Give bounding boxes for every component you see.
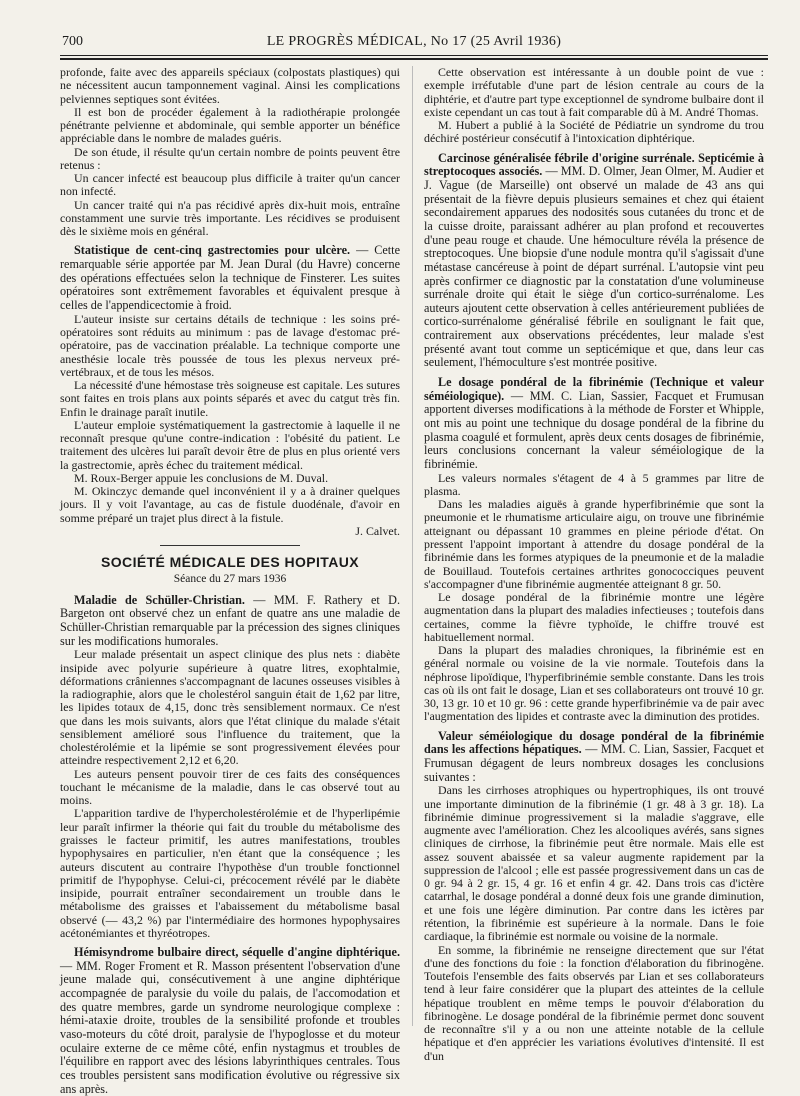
header-rule-thick bbox=[60, 58, 768, 60]
column-divider bbox=[412, 66, 413, 1026]
left-column bbox=[60, 66, 400, 1096]
paragraph: L'apparition tardive de l'hypercholestérolémie et de l'hyperlipémie leur paraît infirmer la théorie qui fait du trouble du métabolisme des graisses le facteur primitif, les autres manifestations, troubles hypophysaires en particulier, n'en étant que la conséquence ; les auteurs discutent au contraire l'hypothèse d'un trouble fonctionnel primitif de l'hypophyse. Celui-ci, précocement révélé par le diabète insipide, pourrait entraîner secondairement un trouble dans le métabolisme des graisses et l'abaissement du métabolisme basal observé (— 43,2 %) par l'intermédiaire des hormones hypophysaires acétonémiantes et thyréotropes. bbox=[60, 806, 400, 940]
paragraph: La nécessité d'une hémostase très soigneuse est capitale. Les sutures sont faites en trois plans aux points séparés et avec du catgut très fin. Enfin le drainage paraît inutile. bbox=[60, 378, 400, 419]
paragraph: Dans la plupart des maladies chroniques, la fibrinémie est en général normale ou voisine de la vie normale. Toutefois dans la néphrose lipoïdique, l'hyperfibrinémie semble constante. Dans les trois cas où ils ont fait le dosage, Lian et ses collaborateurs ont trouvé 10 gr. 30, 13 gr. 10 et 10 gr. 96 : cette grande hyperfibrinémie va de pair avec l'augmentation des lipides et contraste avec la diminution des protides. bbox=[424, 643, 764, 724]
section-heading-affections-hepatiques bbox=[424, 730, 764, 785]
heading-body: — MM. D. Olmer, Jean Olmer, M. Audier et J. Vague (de Marseille) ont observé un malade de 43 ans qui présentait de la fièvre depuis plusieurs semaines et chez qui étaient secondairement apparues des nodosités sous cutanées du tronc et de la cuisse droite, paraissant adhérer au plan profond et recouvertes d'une peau rouge et chaude. Une hémoculture révéla la présence de streptocoques. Une biopsie d'une nodule montra qu'il s'agissait d'une métastase cancéreuse à point de départ surrénal. L'autopsie vint peu après confirmer ce diagnostic par la constatation d'une volumineuse surrénale droite qui était le siège d'un cortico-surrénalome. Les auteurs ajoutent cette observation à celles antérieurement publiées de cortico-surrénalome généralisé fébrile en soulignant le fait que, contrairement aux observations précédentes, leur malade s'est présenté avant tout comme un septicémique et que, dans leur cas seulement, l'hémoculture s'est montrée positive. bbox=[424, 164, 764, 370]
page-header bbox=[60, 34, 768, 52]
heading-title: Hémisyndrome bulbaire direct, séquelle d'angine diphtérique. bbox=[74, 945, 400, 960]
paragraph: En somme, la fibrinémie ne renseigne directement que sur l'état d'une des fonctions du foie : la fonction d'élaboration du fibrinogène. Toutefois l'ensemble des faits observés par Lian et ses collaborateurs tend à leur faire considérer que la plupart des atteintes de la cellule hépatique troublent en même temps le pouvoir d'élaboration du fibrinogène. Le dosage pondéral de la fibrinémie permet donc souvent de reconnaître s'il y a ou non une atteinte notable de la cellule hépatique et d'en apprécier les variations évolutives d'intensité. Il est d'un bbox=[424, 942, 764, 1063]
paragraph: Le dosage pondéral de la fibrinémie montre une légère augmentation dans la plupart des maladies infectieuses ; toutefois dans certaines, comme la fièvre typhoïde, le chiffre trouvé est habituellement normal. bbox=[424, 590, 764, 644]
paragraph: M. Okinczyc demande quel inconvénient il y a à drainer quelques jours. Il y voit l'avantage, au cas de fistule duodénale, d'avoir en somme préparé un trajet plus direct à la fistule. bbox=[60, 484, 400, 525]
paragraph: De son étude, il résulte qu'un certain nombre de points peuvent être retenus : bbox=[60, 144, 400, 172]
author-signature: J. Calvet. bbox=[355, 523, 400, 538]
paragraph: Les auteurs pensent pouvoir tirer de ces faits des conséquences touchant le mécanisme de la maladie, dans le cas observé tout au moins. bbox=[60, 766, 400, 808]
section-heading-hemisyndrome bbox=[60, 946, 400, 1096]
section-separator bbox=[160, 545, 300, 546]
paragraph: L'auteur insiste sur certains détails de technique : les soins pré-opératoires sont réduits au minimum : pas de lavage d'estomac pré-opératoire, pas de vaccination préalable. La technique comporte une anesthésie locale très poussée de tous les plexus nerveux pré-vertébraux, et de tous les mésos. bbox=[60, 311, 400, 379]
paragraph: M. Roux-Berger appuie les conclusions de M. Duval. bbox=[74, 470, 329, 485]
paragraph: Il est bon de procéder également à la radiothérapie prolongée pénétrante pelvienne et abdominale, qui semble apporter un bénéfice appréciable dans le nombre de malades guéris. bbox=[60, 104, 400, 146]
paragraph: Dans les maladies aiguës à grande hyperfibrinémie que sont la pneumonie et le rhumatisme articulaire aigu, on trouve une fibrinémie atteignant ou dépassant 10 grammes en pleine période d'état. On pressent l'appoint important à attendre du dosage pondéral de la fibrinémie dans les formes atypiques de la pneumonie et de la maladie de Bouillaud. Toutefois certaines arthrites gonococciques peuvent s'accompagner d'une fibrinémie augmentée atteignant 8 gr. 50. bbox=[424, 497, 764, 591]
paragraph: profonde, faite avec des appareils spéciaux (colpostats plastiques) qui ne nécessitent aucun tamponnement vaginal. Ainsi les complications pelviennes septiques sont évitées. bbox=[60, 65, 400, 106]
running-title: LE PROGRÈS MÉDICAL, No 17 (25 Avril 1936) bbox=[266, 34, 562, 49]
heading-body: — MM. C. Lian, Sassier, Facquet et Frumusan apportent diverses modifications à la méthode de Forster et Whipple, ont mis au point une technique du dosage pondéral de la fibrine du plasma coagulé et formulent, après deux cents dosages de fibrinémie, leurs conclusions concernant la valeur séméiologique de la fibrinémie. bbox=[424, 388, 764, 472]
paragraph: Cette observation est intéressante à un double point de vue : exemple irréfutable d'une part de lésion centrale au cours de la diphtérie, et d'autre part type exceptionnel de syndrome bulbaire dont il existe cependant un cas tout à fait comparable dû à M. André Thomas. bbox=[424, 65, 764, 119]
paragraph: Les valeurs normales s'étagent de 4 à 5 grammes par litre de plasma. bbox=[424, 470, 764, 498]
heading-body: — MM. C. Lian, Sassier, Facquet et Frumusan dégagent de leurs nombreux dosages les conclusions suivantes : bbox=[424, 742, 764, 784]
header-rule-thin bbox=[60, 55, 768, 56]
heading-title: Valeur séméiologique du dosage pondéral de la fibrinémie dans les affections hépatiques. bbox=[424, 728, 764, 757]
paragraph: Leur malade présentait un aspect clinique des plus nets : diabète insipide avec polyurie supérieure à quatre litres, exophtalmie, déformations crâniennes s'accompagnant de lacunes osseuses visibles à la radiographie, alors que le cholestérol sanguin était de 1,62 par litre, les lipides totaux de 4,15, donc très sensiblement normaux. Ce n'est que dans les mois suivants, alors que l'état clinique du malade s'était sensiblement amélioré sous l'influence du traitement, que la cholestérolémie et la lipémie se sont progressivement élevées pour atteindre respectivement 2,12 et 6,20. bbox=[60, 647, 400, 768]
heading-body: — MM. F. Rathery et D. Bargeton ont observé chez un enfant de quatre ans une maladie de Schüller-Christian remarquable par la précession des signes cliniques sur les modifications humorales. bbox=[60, 592, 400, 648]
section-heading-carcinose bbox=[424, 152, 764, 371]
section-heading-schuller-christian bbox=[60, 594, 400, 649]
heading-title: Carcinose généralisée fébrile d'origine surrénale. Septicémie à streptocoques associés. bbox=[424, 150, 764, 179]
heading-body: — Cette remarquable série apportée par M. Jean Dural (du Havre) concerne des opérations effectuées selon la technique de Finsterer. Les suites opératoires sont extrêmement favorables et équivalent presque à celles de l'appendicectomie à froid. bbox=[60, 243, 400, 313]
page-number: 700 bbox=[62, 34, 83, 49]
section-heading-gastrectomies bbox=[60, 244, 400, 312]
paragraph: Dans les cirrhoses atrophiques ou hypertrophiques, ils ont trouvé une importante diminution de la fibrinémie (1 gr. 48 à 3 gr. 18). La fibrinémie diminue progressivement si la maladie s'aggrave, elle augmente avec l'amélioration. Chez les alcooliques avérés, sans signes cliniques de cirrhose, la fibrinémie peut être normale. Mais elle est assez souvent abaissée et sa valeur augmente rapidement par la suppression de l'alcool ; elle est passée progressivement dans un cas de 0 gr. 94 à 2 gr. 15, 4 gr. 16 et enfin 4 gr. 42. Dans trois cas d'ictère catarrhal, le dosage pondéral a donné deux fois une grande diminution, et une fois une légère diminution. Par contre dans les ictères par rétention, la fibrinémie est supérieure à la normale. Dans le foie cardiaque, la fibrinémie est normale ou voisine de la normale. bbox=[424, 783, 764, 944]
heading-title: Statistique de cent-cinq gastrectomies pour ulcère. bbox=[74, 243, 351, 258]
paragraph: Un cancer traité qui n'a pas récidivé après dix-huit mois, entraîne constamment une survie très importante. Les récidives se produisent dès le sixième mois en général. bbox=[60, 197, 400, 239]
heading-body: — MM. Roger Froment et R. Masson présentent l'observation d'une jeune malade qui, consécutivement à une angine diphtérique accompagnée de paralysie du voile du palais, de l'accomodation et des quatre membres, garde un syndrome neurologique complexe : hémi-ataxie droite, troubles de la sensibilité profonde et troubles vaso-moteurs du côté droit, paralysie de l'hypoglosse et du moteur oculaire externe de ce même côté, enfin nystagmus et troubles de l'équilibre en rapport avec des lésions labyrinthiques centrales. Tous ces troubles persistent sans modification évolutive ou régressive six ans après. bbox=[60, 958, 400, 1096]
heading-title: Maladie de Schüller-Christian. bbox=[74, 592, 245, 607]
section-heading-fibrinemie bbox=[424, 376, 764, 472]
right-column bbox=[424, 66, 764, 1063]
session-date: Séance du 27 mars 1936 bbox=[173, 572, 287, 585]
paragraph: Un cancer infecté est beaucoup plus difficile à traiter qu'un cancer non infecté. bbox=[60, 171, 400, 199]
society-title: SOCIÉTÉ MÉDICALE DES HOPITAUX bbox=[101, 554, 359, 571]
paragraph: M. Hubert a publié à la Société de Pédiatrie un syndrome du trou déchiré postérieur consécutif à l'intoxication diphtérique. bbox=[424, 118, 764, 146]
heading-title: Le dosage pondéral de la fibrinémie (Technique et valeur séméiologique). bbox=[424, 375, 764, 403]
paragraph: L'auteur emploie systématiquement la gastrectomie à laquelle il ne reconnaît presque qu'une contre-indication : l'obésité du patient. Le traitement des ulcères lui paraît devoir être de plus en plus orienté vers la gastrectomie, après échec du traitement médical. bbox=[60, 417, 400, 472]
